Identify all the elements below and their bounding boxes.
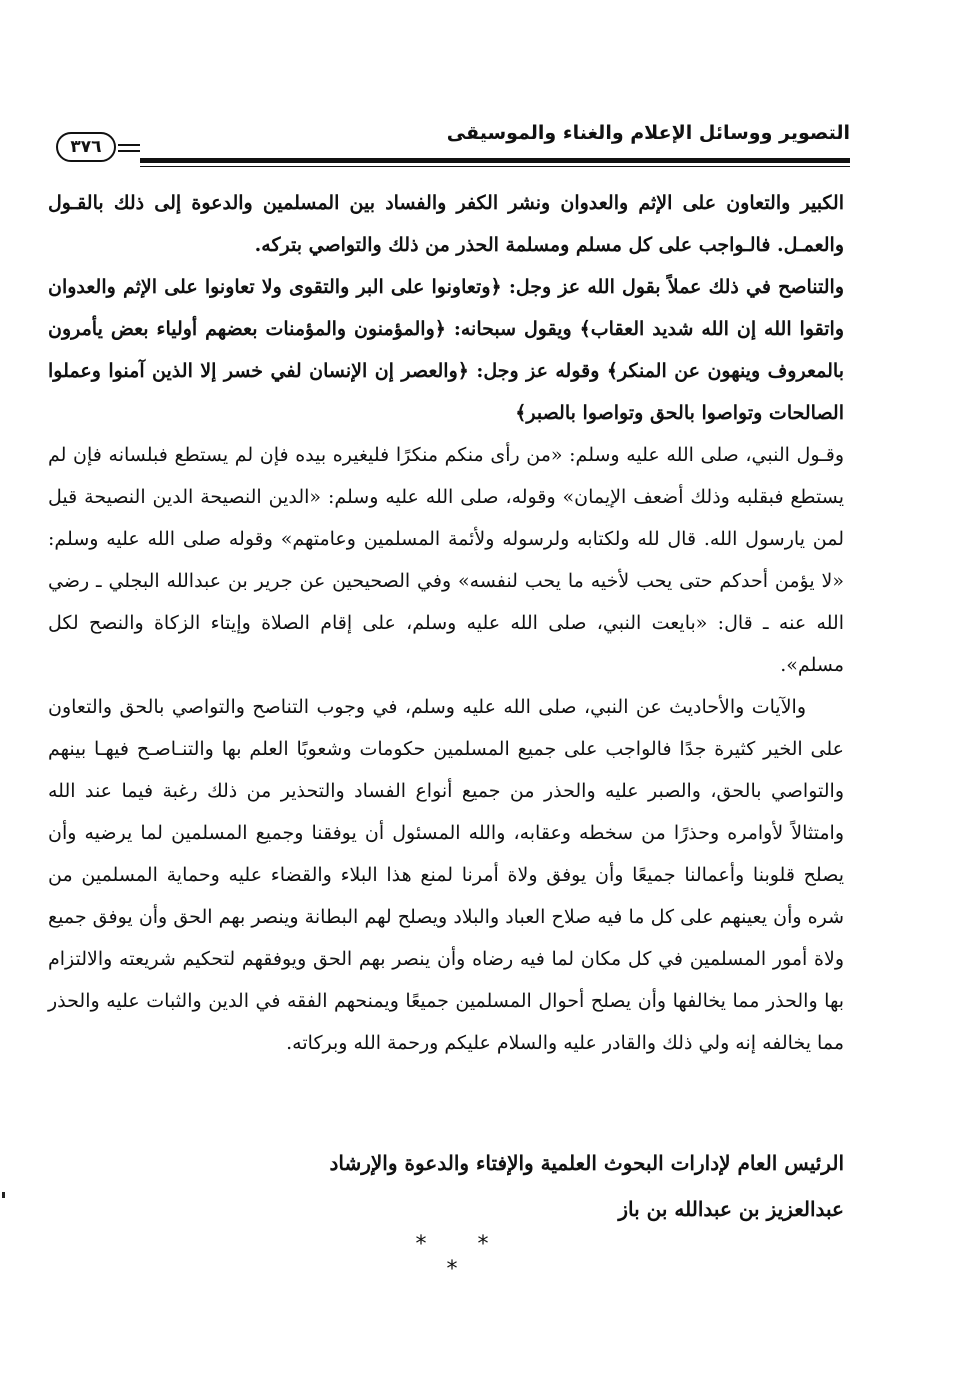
section-separator: * * * xyxy=(415,1232,511,1282)
page-number: ٣٧٦ xyxy=(56,132,116,162)
main-text xyxy=(48,182,844,1064)
header-dash-ornament xyxy=(118,144,140,154)
scan-edge-mark xyxy=(2,1192,5,1198)
signature-block xyxy=(329,1140,844,1232)
paragraph-3: وقـول النبي، صلى الله عليه وسلم: «من رأى منكم منكرًا فليغيره بيده فإن لم يستطع فبلسانه فإن لم يستطع فبقلبه وذلك أضعف الإيمان» وقوله، صلى الله عليه وسلم: «الدين النصيحة الدين النصيحة قيل لمن يارسول الله. قال لله ولكتابه ولرسوله ولأئمة المسلمين وعامتهم» وقوله صلى الله عليه وسلم: «لا يؤمن أحدكم حتى يحب لأخيه ما يحب لنفسه» وفي الصحيحين عن جرير بن عبدالله البجلي ـ رضي الله عنه ـ قال: «بايعت النبي، صلى الله عليه وسلم، على إقام الصلاة وإيتاء الزكاة والنصح لكل مسلم». xyxy=(48,444,844,676)
header-rule-thin xyxy=(140,166,850,167)
running-header xyxy=(40,118,850,168)
paragraph-1: الكبير والتعاون على الإثم والعدوان ونشر الكفر والفساد بين المسلمين والدعوة إلى ذلك بالقـول والعمـل. فالـواجب على كل مسلم ومسلمة الحذر من ذلك والتواصي بتركه. xyxy=(48,192,844,256)
paragraph-2: والتناصح في ذلك عملاً بقول الله عز وجل: ﴿وتعاونوا على البر والتقوى ولا تعاونوا على الإثم والعدوان واتقوا الله إن الله شديد العقاب﴾ ويقول سبحانه: ﴿والمؤمنون والمؤمنات بعضهم أولياء بعض يأمرون بالمعروف وينهون عن المنكر﴾ وقوله عز وجل: ﴿والعصر إن الإنسان لفي خسر إلا الذين آمنوا وعملوا الصالحات وتواصوا بالحق وتواصوا بالصبر﴾ xyxy=(48,276,844,424)
signature-name: عبدالعزيز بن عبدالله بن باز xyxy=(618,1197,844,1221)
page-number-badge xyxy=(40,132,140,168)
paragraph-4: والآيات والأحاديث عن النبي، صلى الله عليه وسلم، في وجوب التناصح والتواصي بالحق والتعاون على الخير كثيرة جدًا فالواجب على جميع المسلمين حكومات وشعوبًا العلم بها والتنـاصـح فيهـا بينهم والتواصي بالحق، والصبر عليه والحذر من جميع أنواع الفساد والتحذير من ذلك رغبة فيما عند الله وامتثالاً لأوامره وحذرًا من سخطه وعقابه، والله المسئول أن يوفقنا وجميع المسلمين لما يرضيه وأن يصلح قلوبنا وأعمالنا جميعًا وأن يوفق ولاة أمرنا لمنع هذا البلاء والقضاء عليه وحماية المسلمين من شره وأن يعينهم على كل ما فيه صلاح العباد والبلاد ويصلح لهم البطانة وينصر بهم الحق وأن يوفق جميع ولاة أمور المسلمين في كل مكان لما فيه رضاه وأن ينصر بهم الحق ويوفقهم لتحكيم شريعته والالتزام بها والحذر مما يخالفها وأن يصلح أحوال المسلمين جميعًا ويمنحهم الفقه في الدين والثبات عليه والحذر مما يخالفه إنه ولي ذلك والقادر عليه والسلام عليكم ورحمة الله وبركاته. xyxy=(48,696,844,1054)
header-rule-thick xyxy=(140,158,850,163)
signature-title: الرئيس العام لإدارات البحوث العلمية والإفتاء والدعوة والإرشاد xyxy=(329,1151,844,1175)
header-title: التصوير ووسائل الإعلام والغناء والموسيقى xyxy=(446,122,850,144)
